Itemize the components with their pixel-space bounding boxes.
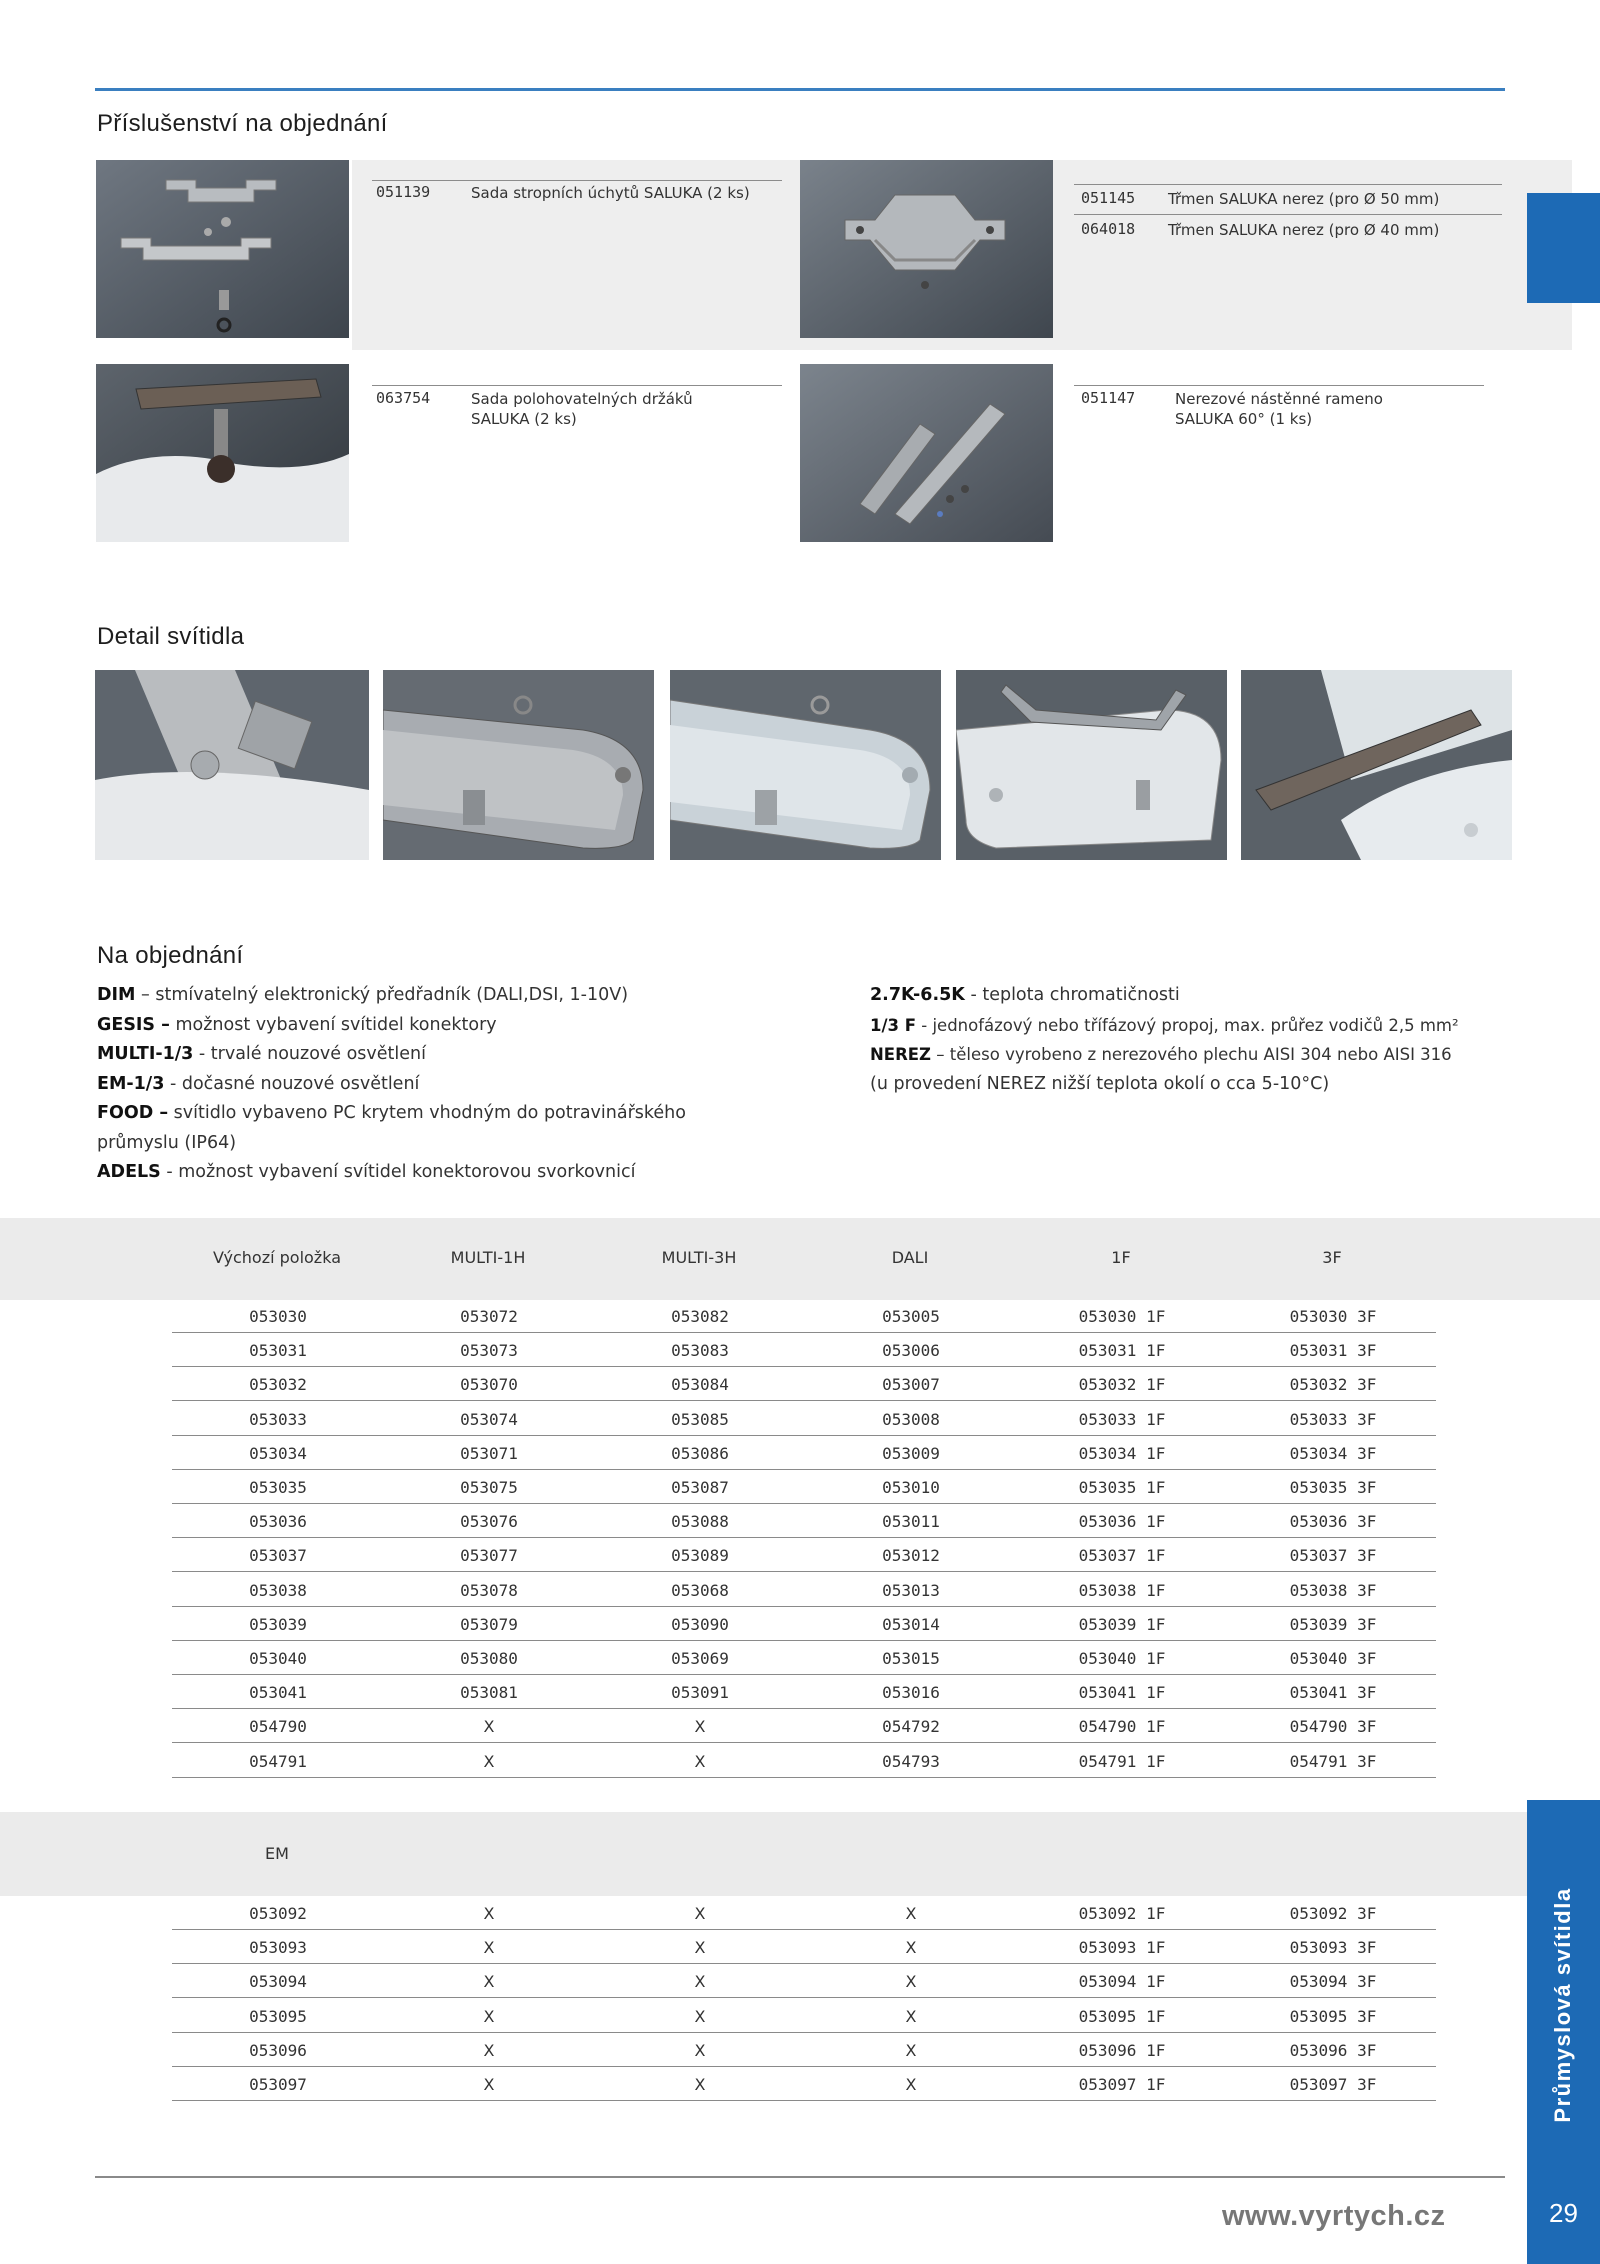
table-cell: 053080 bbox=[460, 1649, 518, 1668]
table-cell: X bbox=[483, 1938, 495, 1958]
table-row bbox=[172, 1675, 1436, 1709]
detail-photo-steel-housing bbox=[383, 670, 654, 860]
table-cell: 053012 bbox=[882, 1546, 940, 1566]
table-row bbox=[172, 1964, 1436, 1998]
table-cell: 053039 1F bbox=[1078, 1614, 1166, 1634]
detail-photo-white-housing bbox=[670, 670, 941, 860]
order-option bbox=[97, 1040, 686, 1070]
table-cell: 053036 1F bbox=[1078, 1512, 1166, 1532]
table-cell: 053096 bbox=[249, 2040, 307, 2060]
accessory-code: 051145 bbox=[1081, 189, 1136, 207]
order-option bbox=[870, 981, 1520, 1011]
table-cell: 053030 1F bbox=[1078, 1307, 1166, 1326]
table-row bbox=[172, 1573, 1436, 1607]
table-cell: 053035 3F bbox=[1289, 1478, 1377, 1497]
table-cell: 053086 bbox=[671, 1443, 729, 1463]
table-cell: 053011 bbox=[882, 1512, 940, 1532]
table-cell: 053041 1F bbox=[1078, 1683, 1166, 1703]
option-sep: - bbox=[964, 985, 983, 1005]
option-text: možnost vybavení svítidel konektorovou svorkovnicí bbox=[178, 1162, 636, 1182]
table-cell: 053088 bbox=[671, 1512, 729, 1532]
table-cell: 054793 bbox=[882, 1751, 940, 1771]
table-cell: X bbox=[694, 2040, 706, 2060]
accessory-desc-line: Nerezové nástěnné rameno bbox=[1175, 390, 1383, 408]
order-option bbox=[870, 1040, 1520, 1070]
table-row bbox=[172, 2067, 1436, 2101]
accessory-desc-line: Sada polohovatelných držáků bbox=[471, 390, 693, 408]
page-number: 29 bbox=[1549, 2198, 1578, 2228]
table-cell: 053095 bbox=[249, 2006, 307, 2026]
website-link[interactable]: www.vyrtych.cz bbox=[1222, 2200, 1446, 2232]
table-cell: 053035 bbox=[249, 1478, 307, 1497]
option-text: stmívatelný elektronický předřadník (DALI,DSI, 1-10V) bbox=[155, 985, 629, 1005]
table-cell: 053005 bbox=[882, 1307, 940, 1326]
table-cell: X bbox=[905, 1972, 917, 1992]
stainless-bracket-photo bbox=[800, 160, 1053, 338]
table1-header-cell: DALI bbox=[891, 1248, 929, 1267]
bottom-rule bbox=[95, 2176, 1505, 2178]
table-cell: X bbox=[483, 1904, 495, 1923]
table-cell: 053033 1F bbox=[1078, 1409, 1166, 1429]
table-row bbox=[172, 1367, 1436, 1401]
accessory-rule bbox=[372, 385, 782, 386]
table-cell: 054791 1F bbox=[1078, 1751, 1166, 1771]
accessory-rule bbox=[372, 180, 782, 181]
table-cell: 053034 3F bbox=[1289, 1443, 1377, 1463]
order-option bbox=[870, 1011, 1520, 1041]
table-cell: 053097 bbox=[249, 2075, 307, 2094]
table-cell: 054791 3F bbox=[1289, 1751, 1377, 1771]
detail-title: Detail svítidla bbox=[97, 623, 245, 650]
table-cell: 054790 1F bbox=[1078, 1717, 1166, 1737]
option-term: EM-1/3 bbox=[97, 1073, 165, 1094]
table-row bbox=[172, 1641, 1436, 1675]
table-cell: 053071 bbox=[460, 1443, 518, 1463]
option-text: dočasné nouzové osvětlení bbox=[181, 1073, 420, 1094]
table-row bbox=[172, 1299, 1436, 1333]
table-cell: 053095 3F bbox=[1289, 2006, 1377, 2026]
table-cell: 053030 3F bbox=[1289, 1307, 1377, 1326]
table-row bbox=[172, 1709, 1436, 1743]
table-cell: 053037 3F bbox=[1289, 1546, 1377, 1566]
order-option bbox=[870, 1070, 1520, 1100]
table-cell: 053082 bbox=[671, 1307, 729, 1326]
table-cell: 053092 3F bbox=[1289, 1904, 1377, 1923]
table-cell: X bbox=[483, 1972, 495, 1992]
table-cell: 053015 bbox=[882, 1649, 940, 1668]
table-cell: 053032 bbox=[249, 1375, 307, 1395]
side-tab-marker bbox=[1527, 193, 1600, 303]
table-cell: 053033 bbox=[249, 1409, 307, 1429]
table-cell: 053039 3F bbox=[1289, 1614, 1377, 1634]
accessory-rule bbox=[1074, 184, 1502, 185]
table-cell: 053070 bbox=[460, 1375, 518, 1395]
table-cell: 053091 bbox=[671, 1683, 729, 1703]
table-cell: X bbox=[694, 2006, 706, 2026]
table-row bbox=[172, 1538, 1436, 1572]
accessory-desc-line: SALUKA (2 ks) bbox=[471, 410, 577, 428]
table-row bbox=[172, 1333, 1436, 1367]
top-rule bbox=[95, 88, 1505, 91]
option-term: NEREZ bbox=[870, 1045, 932, 1064]
table-cell: 053032 1F bbox=[1078, 1375, 1166, 1395]
table-cell: 053094 3F bbox=[1289, 1972, 1377, 1992]
table-cell: X bbox=[483, 1717, 495, 1737]
table-cell: 053085 bbox=[671, 1409, 729, 1429]
option-sep: – bbox=[931, 1045, 950, 1064]
table1-header-cell: MULTI-1H bbox=[450, 1248, 526, 1267]
table-cell: 053078 bbox=[460, 1580, 518, 1600]
table-cell: 053079 bbox=[460, 1614, 518, 1634]
table-cell: 053030 bbox=[249, 1307, 307, 1326]
table-cell: X bbox=[694, 1904, 706, 1923]
table-cell: X bbox=[483, 2040, 495, 2060]
table1-header-cell: MULTI-3H bbox=[661, 1248, 737, 1267]
order-option bbox=[97, 1070, 686, 1100]
table-cell: 053093 bbox=[249, 1938, 307, 1958]
table-cell: 053031 3F bbox=[1289, 1341, 1377, 1361]
table-cell: 053095 1F bbox=[1078, 2006, 1166, 2026]
table-cell: 053010 bbox=[882, 1478, 940, 1497]
order-option bbox=[97, 1129, 686, 1159]
detail-photo-wall-bracket bbox=[956, 670, 1227, 860]
adjustable-holder-photo bbox=[96, 364, 349, 542]
option-term: GESIS – bbox=[97, 1014, 170, 1035]
table-cell: 053072 bbox=[460, 1307, 518, 1326]
option-sep: - bbox=[193, 1044, 211, 1064]
table-cell: 053084 bbox=[671, 1375, 729, 1395]
option-term: 2.7K-6.5K bbox=[870, 985, 965, 1005]
table-cell: 053036 bbox=[249, 1512, 307, 1532]
option-sep: – bbox=[135, 985, 156, 1005]
option-text: těleso vyrobeno z nerezového plechu AISI 304 nebo AISI 316 bbox=[949, 1045, 1452, 1064]
table-row bbox=[172, 1999, 1436, 2033]
table-cell: 053034 bbox=[249, 1443, 307, 1463]
table-cell: 053068 bbox=[671, 1580, 729, 1600]
table2-header-cell: EM bbox=[265, 1844, 289, 1863]
accessory-desc-line: SALUKA 60° (1 ks) bbox=[1175, 410, 1313, 428]
table-cell: 054790 bbox=[249, 1717, 307, 1737]
table-cell: X bbox=[483, 1751, 495, 1771]
table-cell: 053038 bbox=[249, 1580, 307, 1600]
table-cell: 053037 bbox=[249, 1546, 307, 1566]
table1-header-cell: 1F bbox=[1111, 1248, 1131, 1267]
order-options-left bbox=[97, 981, 686, 1188]
table-cell: 053040 3F bbox=[1289, 1649, 1377, 1668]
table-cell: X bbox=[694, 1717, 706, 1737]
accessory-code: 051147 bbox=[1081, 389, 1136, 407]
detail-photo-pipe-clamp bbox=[95, 670, 369, 860]
table-cell: 053016 bbox=[882, 1683, 940, 1703]
table-cell: 053038 1F bbox=[1078, 1580, 1166, 1600]
table-cell: 053089 bbox=[671, 1546, 729, 1566]
table-cell: 053040 bbox=[249, 1649, 307, 1668]
table-cell: 053034 1F bbox=[1078, 1443, 1166, 1463]
table-cell: 053075 bbox=[460, 1478, 518, 1497]
accessory-rule bbox=[1074, 214, 1502, 215]
table-row bbox=[172, 1470, 1436, 1504]
table-cell: 053032 3F bbox=[1289, 1375, 1377, 1395]
table-row bbox=[172, 1896, 1436, 1930]
table-cell: 053096 3F bbox=[1289, 2040, 1377, 2060]
option-sep: - bbox=[160, 1162, 179, 1182]
option-text: průmyslu (IP64) bbox=[97, 1132, 237, 1153]
table-cell: 053008 bbox=[882, 1409, 940, 1429]
accessories-title: Příslušenství na objednání bbox=[97, 110, 388, 137]
order-option bbox=[97, 981, 686, 1011]
table-row bbox=[172, 1436, 1436, 1470]
table-cell: X bbox=[905, 1938, 917, 1958]
accessory-code: 051139 bbox=[376, 183, 431, 201]
accessory-desc bbox=[471, 389, 693, 429]
table-cell: 053097 3F bbox=[1289, 2075, 1377, 2094]
table-cell: 053092 bbox=[249, 1904, 307, 1923]
accessory-desc bbox=[1175, 389, 1383, 429]
option-text: teplota chromatičnosti bbox=[982, 985, 1180, 1005]
table-cell: 053006 bbox=[882, 1341, 940, 1361]
table-cell: 053087 bbox=[671, 1478, 729, 1497]
table-cell: 053074 bbox=[460, 1409, 518, 1429]
table-cell: 053083 bbox=[671, 1341, 729, 1361]
table-cell: 053093 3F bbox=[1289, 1938, 1377, 1958]
table-cell: 053007 bbox=[882, 1375, 940, 1395]
option-text: (u provedení NEREZ nižší teplota okolí o cca 5-10°C) bbox=[870, 1073, 1330, 1094]
accessory-rule bbox=[1074, 385, 1484, 386]
option-sep: - bbox=[916, 1015, 933, 1035]
table-row bbox=[172, 1607, 1436, 1641]
table-row bbox=[172, 1930, 1436, 1964]
detail-photo-mount-arm bbox=[1241, 670, 1512, 860]
table-cell: X bbox=[694, 2075, 706, 2094]
table-cell: 054790 3F bbox=[1289, 1717, 1377, 1737]
table-cell: 053097 1F bbox=[1078, 2075, 1166, 2094]
option-term: ADELS bbox=[97, 1162, 161, 1182]
order-option bbox=[97, 1158, 686, 1188]
table-cell: 053036 3F bbox=[1289, 1512, 1377, 1532]
accessory-desc: Třmen SALUKA nerez (pro Ø 40 mm) bbox=[1168, 221, 1440, 239]
order-option bbox=[97, 1099, 686, 1129]
accessory-desc: Sada stropních úchytů SALUKA (2 ks) bbox=[471, 184, 750, 202]
table-row bbox=[172, 2033, 1436, 2067]
option-term: DIM bbox=[97, 985, 136, 1005]
table-cell: 054791 bbox=[249, 1751, 307, 1771]
ceiling-clips-photo bbox=[96, 160, 349, 338]
table-cell: 053033 3F bbox=[1289, 1409, 1377, 1429]
table-row bbox=[172, 1504, 1436, 1538]
order-title: Na objednání bbox=[97, 942, 244, 969]
table-cell: 053069 bbox=[671, 1649, 729, 1668]
table-cell: 053090 bbox=[671, 1614, 729, 1634]
table-cell: 053096 1F bbox=[1078, 2040, 1166, 2060]
accessory-code: 063754 bbox=[376, 389, 431, 407]
table-cell: 053093 1F bbox=[1078, 1938, 1166, 1958]
table-cell: X bbox=[905, 2075, 917, 2094]
option-sep: - bbox=[164, 1073, 182, 1094]
table-cell: X bbox=[694, 1972, 706, 1992]
table-cell: X bbox=[483, 2075, 495, 2094]
option-term: 1/3 F bbox=[870, 1015, 917, 1035]
table-cell: X bbox=[694, 1751, 706, 1771]
option-text: trvalé nouzové osvětlení bbox=[210, 1044, 426, 1064]
table-cell: 053077 bbox=[460, 1546, 518, 1566]
table-cell: X bbox=[905, 2040, 917, 2060]
table-cell: 053040 1F bbox=[1078, 1649, 1166, 1668]
table-cell: 053092 1F bbox=[1078, 1904, 1166, 1923]
accessory-desc: Třmen SALUKA nerez (pro Ø 50 mm) bbox=[1168, 190, 1440, 208]
option-text: jednofázový nebo třífázový propoj, max. průřez vodičů 2,5 mm² bbox=[932, 1015, 1459, 1035]
table1-header-cell: Výchozí položka bbox=[212, 1248, 341, 1267]
table-cell: 053014 bbox=[882, 1614, 940, 1634]
table-cell: X bbox=[905, 1904, 917, 1923]
table-cell: 053038 3F bbox=[1289, 1580, 1377, 1600]
option-term: FOOD – bbox=[97, 1103, 169, 1123]
table-cell: 053073 bbox=[460, 1341, 518, 1361]
table1-header-cell: 3F bbox=[1322, 1248, 1342, 1267]
table-cell: 053031 1F bbox=[1078, 1341, 1166, 1361]
table-cell: 053013 bbox=[882, 1580, 940, 1600]
table-cell: 053037 1F bbox=[1078, 1546, 1166, 1566]
accessory-code: 064018 bbox=[1081, 220, 1136, 238]
table-cell: 054792 bbox=[882, 1717, 940, 1737]
table-cell: X bbox=[905, 2006, 917, 2026]
table-cell: 053094 bbox=[249, 1972, 307, 1992]
option-text: svítidlo vybaveno PC krytem vhodným do potravinářského bbox=[173, 1103, 686, 1123]
table-cell: 053076 bbox=[460, 1512, 518, 1532]
table-row bbox=[172, 1744, 1436, 1778]
side-tab-label: Průmyslová svítidla bbox=[1550, 1887, 1575, 2123]
order-options-right bbox=[870, 981, 1520, 1099]
order-option bbox=[97, 1011, 686, 1041]
table-cell: 053039 bbox=[249, 1614, 307, 1634]
table-cell: X bbox=[483, 2006, 495, 2026]
table-cell: 053094 1F bbox=[1078, 1972, 1166, 1992]
option-text: možnost vybavení svítidel konektory bbox=[175, 1014, 497, 1035]
table-cell: 053031 bbox=[249, 1341, 307, 1361]
table-cell: 053041 3F bbox=[1289, 1683, 1377, 1703]
table-row bbox=[172, 1402, 1436, 1436]
wall-arm-photo bbox=[800, 364, 1053, 542]
table-cell: X bbox=[694, 1938, 706, 1958]
table-cell: 053041 bbox=[249, 1683, 307, 1703]
option-term: MULTI-1/3 bbox=[97, 1044, 194, 1064]
table-cell: 053081 bbox=[460, 1683, 518, 1703]
table-cell: 053009 bbox=[882, 1443, 940, 1463]
table-cell: 053035 1F bbox=[1078, 1478, 1166, 1497]
